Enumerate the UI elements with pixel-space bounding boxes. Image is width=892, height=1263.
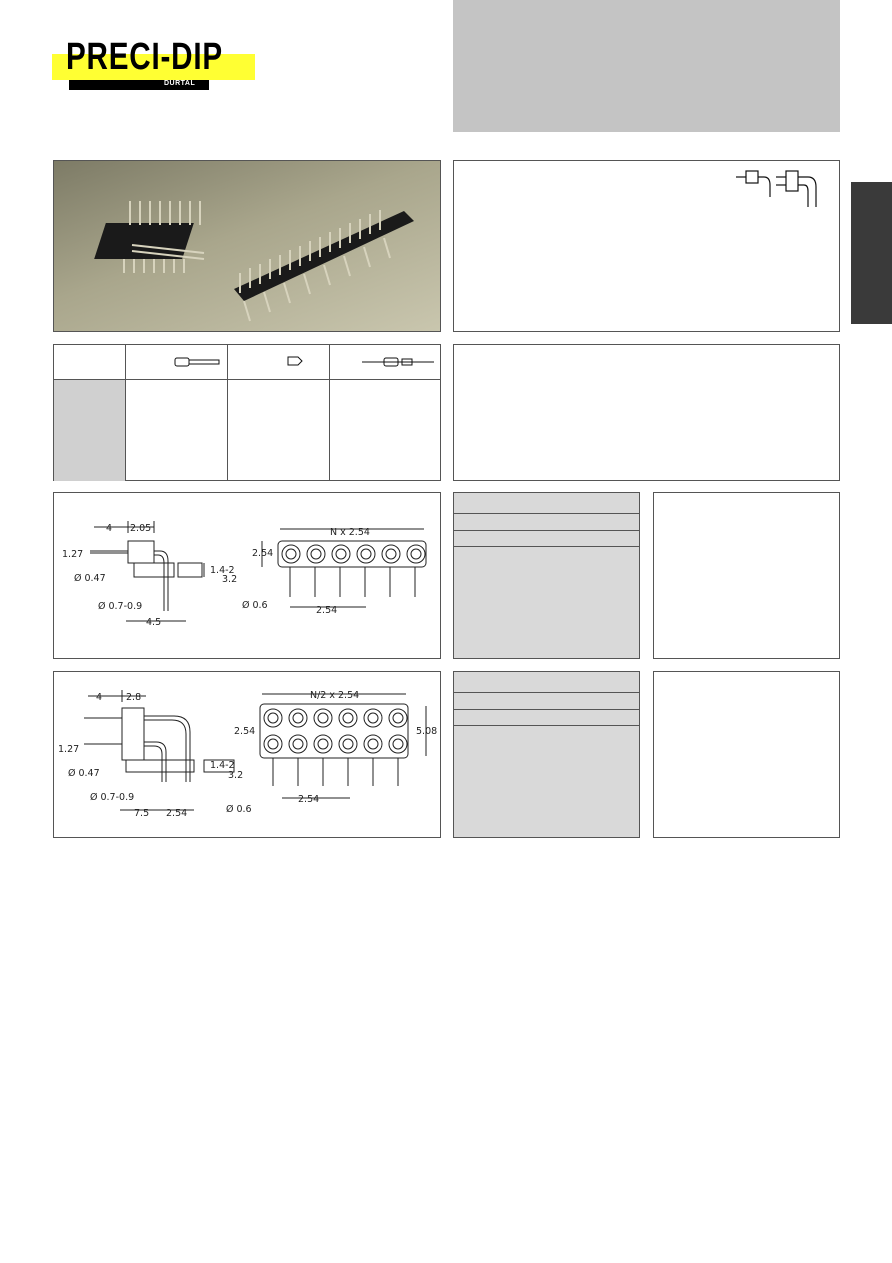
dim-offset-7-5: 7.5 xyxy=(134,808,150,819)
side-section-tab xyxy=(851,182,892,324)
dim-pitch: 2.54 xyxy=(298,794,320,805)
dim-tail-diameter: Ø 0.6 xyxy=(226,804,252,815)
order-panel-divider xyxy=(454,530,639,531)
table-col-2 xyxy=(228,345,330,481)
dim-pcb-thickness: 1.4-2 xyxy=(210,565,235,576)
dim-row-spacing: 2.54 xyxy=(234,726,256,737)
long-pin-contact-icon xyxy=(360,355,436,369)
dim-body-height: 2.54 xyxy=(252,548,274,559)
order-panel-divider xyxy=(454,725,639,726)
order-panel-divider xyxy=(454,709,639,710)
specification-box xyxy=(453,344,840,481)
table-col-1 xyxy=(126,345,228,481)
dim-total-length: N x 2.54 xyxy=(330,527,370,538)
dim-body-height: 5.08 xyxy=(416,726,438,737)
pin-header-photo-illustration xyxy=(54,161,441,332)
dim-tail-length: 3.2 xyxy=(222,574,238,585)
order-panel-divider xyxy=(454,692,639,693)
preci-dip-logo xyxy=(52,36,256,92)
order-panel-divider xyxy=(454,546,639,547)
dim-tail-length: 3.2 xyxy=(228,770,244,781)
double-row-info-panel xyxy=(653,671,840,838)
dim-pin-diameter: Ø 0.47 xyxy=(68,768,100,779)
single-row-drawing-box xyxy=(53,492,441,659)
single-row-front-view xyxy=(262,529,426,607)
dim-tail-diameter: Ø 0.6 xyxy=(242,600,268,611)
dim-pin-diameter: Ø 0.47 xyxy=(74,573,106,584)
logo-sub-text: DURTAL xyxy=(164,80,196,87)
table-col-3 xyxy=(330,345,440,481)
dim-body-width: 2.05 xyxy=(130,523,152,534)
product-photo xyxy=(53,160,441,332)
header-gray-panel xyxy=(453,0,840,132)
logo-brand-text: PRECI-DIP xyxy=(66,36,223,78)
dim-total-length: N/2 x 2.54 xyxy=(310,690,360,701)
dim-body-width: 2.8 xyxy=(126,692,142,703)
dim-row-pitch: 1.27 xyxy=(58,744,80,755)
order-panel-divider xyxy=(454,513,639,514)
double-row-order-panel xyxy=(453,671,640,838)
double-row-header-image xyxy=(94,201,204,273)
dim-length-4: 4 xyxy=(106,523,113,534)
pin-contact-icon xyxy=(174,355,222,369)
dim-row-pitch: 1.27 xyxy=(62,549,84,560)
single-row-technical-drawing xyxy=(54,493,440,658)
double-row-drawing-box xyxy=(53,671,441,838)
variant-info-box xyxy=(453,160,840,332)
contact-options-table xyxy=(53,344,441,481)
double-row-front-view xyxy=(260,694,426,798)
dim-pitch: 2.54 xyxy=(316,605,338,616)
single-row-info-panel xyxy=(653,492,840,659)
table-col-label xyxy=(54,345,126,481)
dim-length-4: 4 xyxy=(96,692,103,703)
dim-hole-diameter: Ø 0.7-0.9 xyxy=(98,601,143,612)
dim-offset-2-54: 2.54 xyxy=(166,808,188,819)
single-row-header-image xyxy=(234,210,414,321)
dim-offset: 4.5 xyxy=(146,617,162,628)
double-row-technical-drawing xyxy=(54,672,440,837)
single-row-order-panel xyxy=(453,492,640,659)
right-angle-pin-pictograms xyxy=(736,167,828,211)
socket-contact-icon xyxy=(286,354,306,368)
dim-hole-diameter: Ø 0.7-0.9 xyxy=(90,792,135,803)
dim-pcb-thickness: 1.4-2 xyxy=(210,760,235,771)
